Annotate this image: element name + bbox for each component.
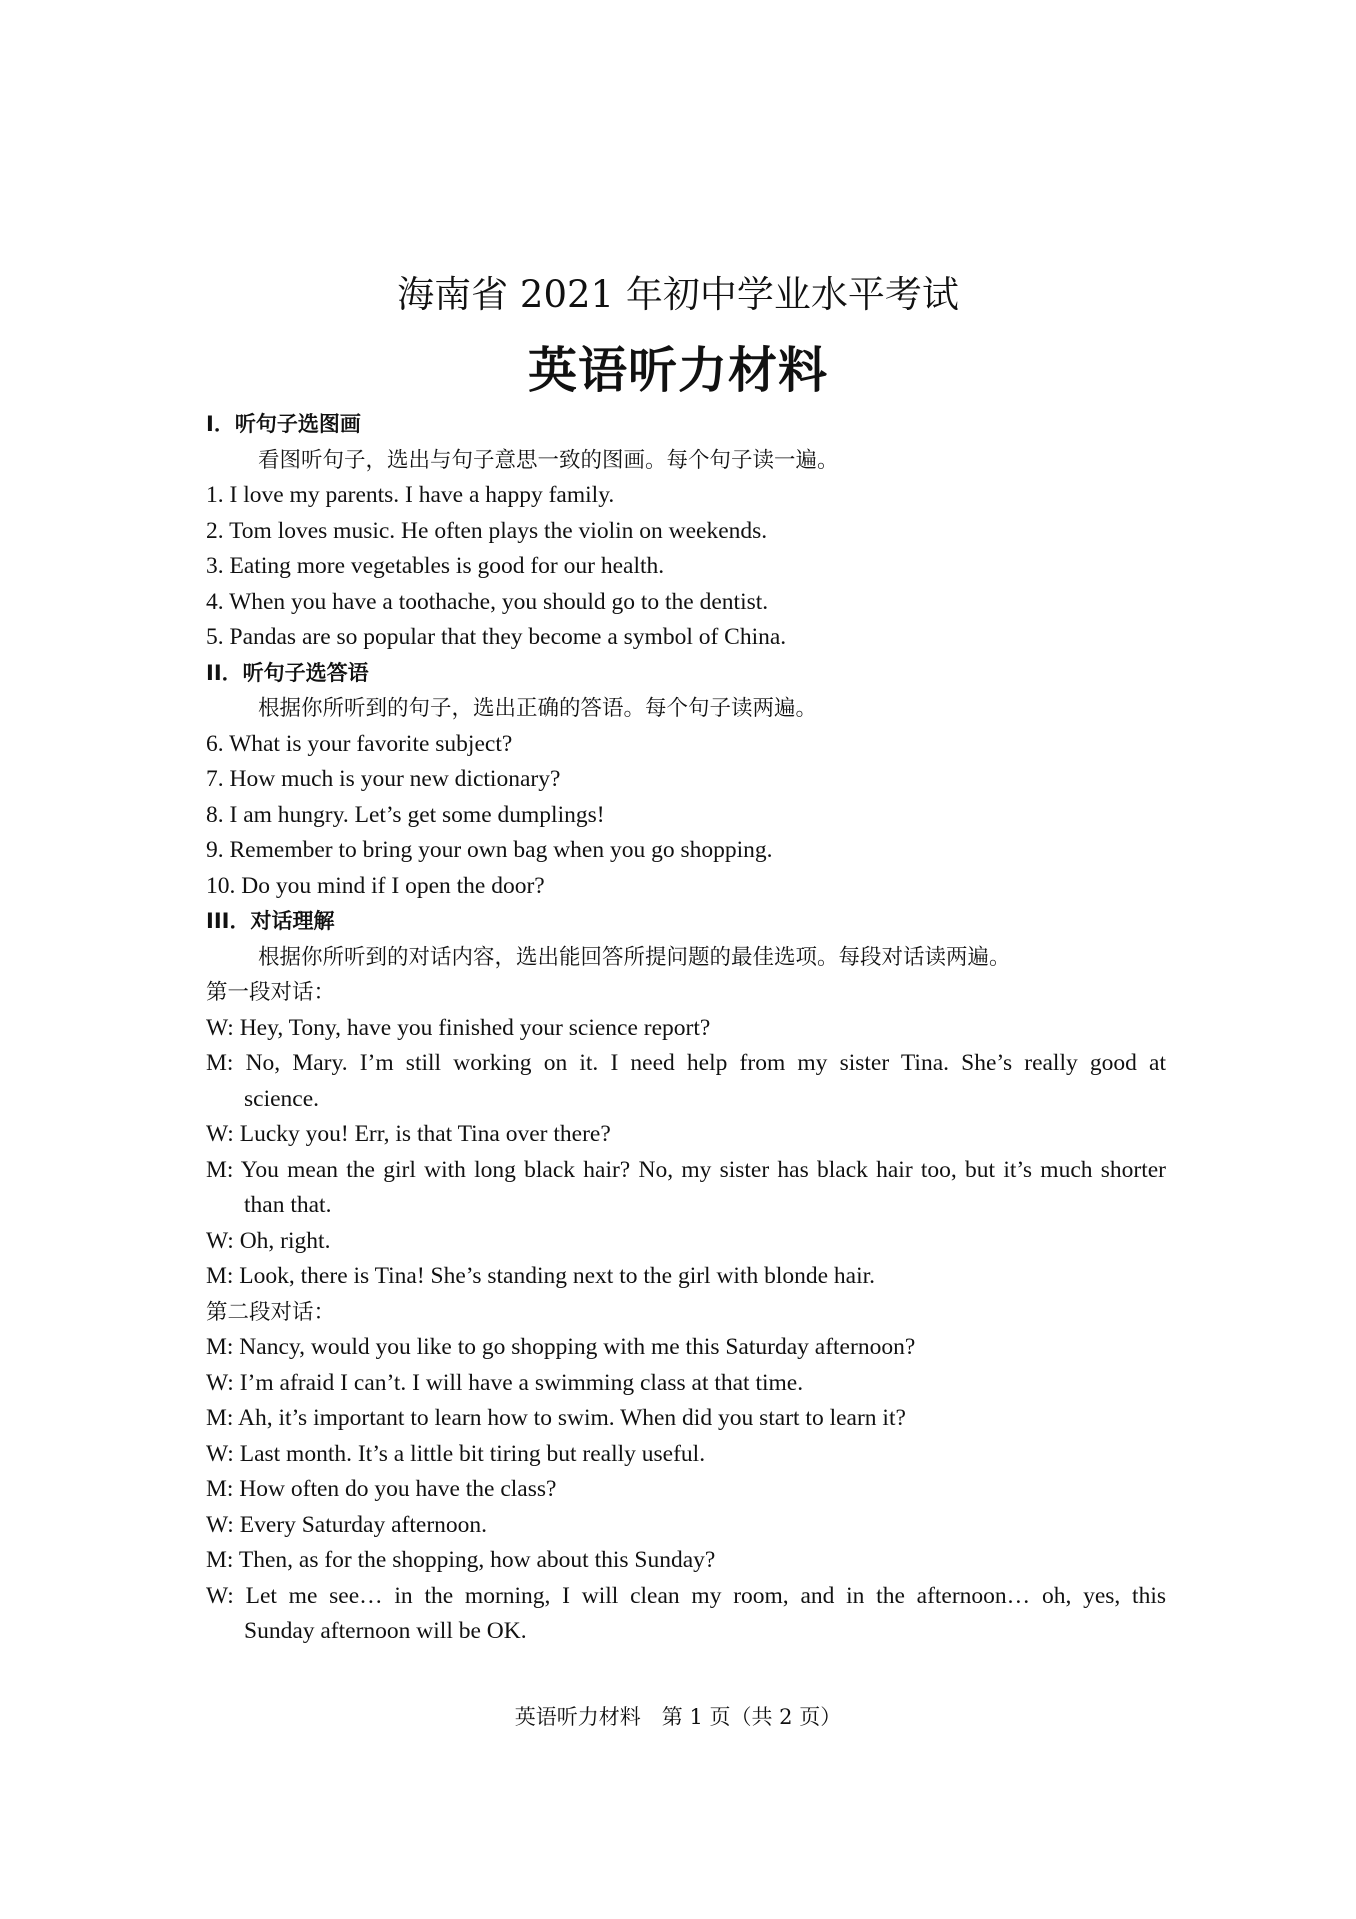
section-3-instruction: 根据你所听到的对话内容，选出能回答所提问题的最佳选项。每段对话读两遍。: [258, 944, 1011, 970]
dialog-line: W: I’m afraid I can’t. I will have a swimming class at that time.: [206, 1369, 804, 1396]
dialog-2-label: 第二段对话：: [206, 1299, 336, 1325]
section-1-instruction: 看图听句子，选出与句子意思一致的图画。每个句子读一遍。: [258, 447, 839, 473]
sentence-item: 4. When you have a toothache, you should go to the dentist.: [206, 588, 769, 615]
sentence-item: 1. I love my parents. I have a happy family.: [206, 482, 615, 508]
dialog-line-continuation: Sunday afternoon will be OK.: [244, 1618, 527, 1644]
dialog-line: W: Hey, Tony, have you finished your science report?: [206, 1014, 711, 1041]
dialog-line: M: No, Mary. I’m still working on it. I need help from my sister Tina. She’s really good at: [206, 1050, 1166, 1076]
page-footer: 英语听力材料 第 1 页（共 2 页）: [514, 1705, 842, 1729]
exam-title: 海南省 2021 年初中学业水平考试: [397, 273, 959, 316]
section-2-heading: II．听句子选答语: [206, 660, 369, 685]
sentence-item: 6. What is your favorite subject?: [206, 730, 513, 757]
dialog-line: M: Then, as for the shopping, how about this Sunday?: [206, 1547, 716, 1573]
dialog-line: W: Every Saturday afternoon.: [206, 1511, 488, 1538]
sentence-item: 10. Do you mind if I open the door?: [206, 872, 545, 899]
dialog-line-continuation: science.: [244, 1085, 320, 1112]
dialog-line: M: You mean the girl with long black hair? No, my sister has black hair too, but it’s much shorter: [206, 1156, 1166, 1183]
sentence-item: 3. Eating more vegetables is good for our health.: [206, 553, 665, 579]
dialog-line: M: Look, there is Tina! She’s standing next to the girl with blonde hair.: [206, 1263, 876, 1289]
dialog-1-label: 第一段对话：: [206, 980, 336, 1005]
document-body: [206, 407, 1166, 1650]
dialog-line-continuation: than that.: [244, 1192, 332, 1218]
dialog-line: W: Let me see… in the morning, I will clean my room, and in the afternoon… oh, yes, this: [206, 1582, 1166, 1609]
dialog-line: M: Ah, it’s important to learn how to swim. When did you start to learn it?: [206, 1405, 906, 1431]
sentence-item: 5. Pandas are so popular that they become a symbol of China.: [206, 624, 787, 650]
dialog-line: W: Lucky you! Err, is that Tina over there?: [206, 1121, 611, 1147]
dialog-line: W: Last month. It’s a little bit tiring but really useful.: [206, 1440, 706, 1467]
material-title: 英语听力材料: [527, 342, 828, 399]
sentence-item: 7. How much is your new dictionary?: [206, 766, 561, 792]
dialog-line: M: Nancy, would you like to go shopping with me this Saturday afternoon?: [206, 1334, 916, 1360]
section-1-heading: I．听句子选图画: [206, 412, 361, 436]
sentence-item: 8. I am hungry. Let’s get some dumplings!: [206, 801, 605, 828]
dialog-line: W: Oh, right.: [206, 1227, 331, 1254]
sentence-item: 2. Tom loves music. He often plays the violin on weekends.: [206, 517, 768, 544]
section-2-instruction: 根据你所听到的句子，选出正确的答语。每个句子读两遍。: [258, 696, 818, 721]
dialog-line: M: How often do you have the class?: [206, 1476, 557, 1502]
sentence-item: 9. Remember to bring your own bag when you go shopping.: [206, 837, 773, 863]
section-3-heading: III．对话理解: [206, 909, 335, 933]
